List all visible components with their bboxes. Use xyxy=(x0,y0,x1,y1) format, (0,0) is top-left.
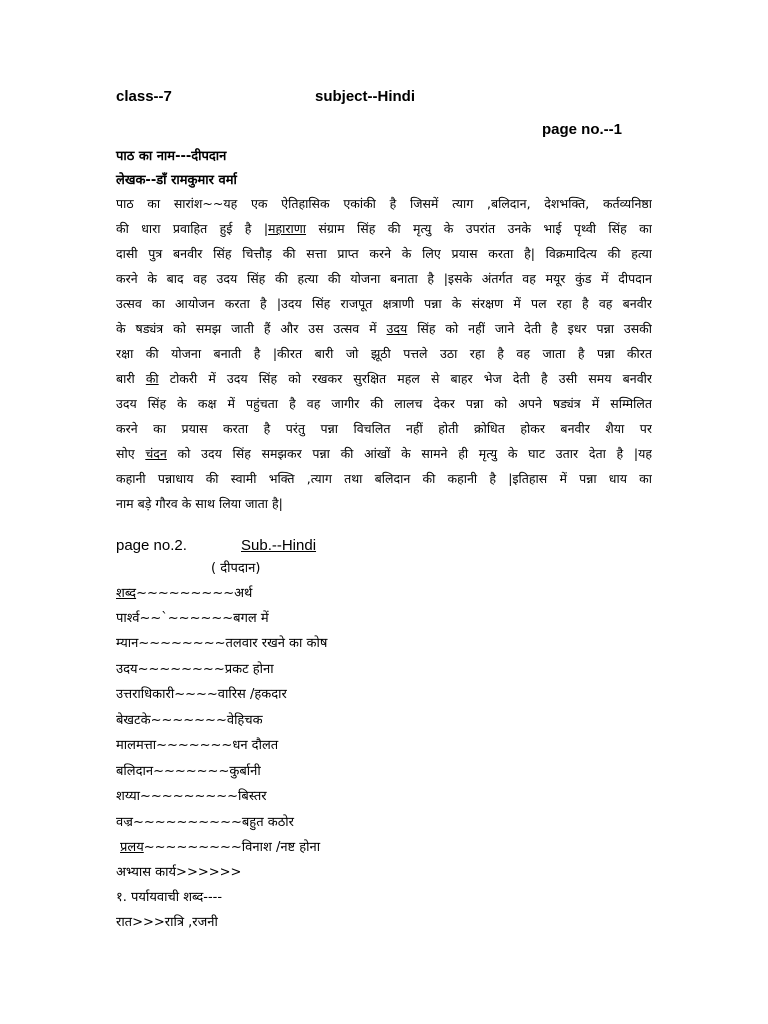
vocab-item: प्रलय~~~~~~~~~विनाश /नष्ट होना xyxy=(120,840,321,855)
class-label: class--7 xyxy=(116,88,172,105)
vocab-item: वज्र~~~~~~~~~~बहुत कठोर xyxy=(116,815,294,830)
vocab-item: उदय~~~~~~~~प्रकट होना xyxy=(116,662,274,677)
vocab-item: बेखटके~~~~~~~वेहिचक xyxy=(116,713,263,728)
summary-line: बारी की टोकरी में उदय सिंह को रखकर सुरक्षित महल से बाहर भेज देती है उसी समय बनवीर xyxy=(116,371,652,386)
vocab-item: म्यान~~~~~~~~तलवार रखने का कोष xyxy=(116,636,328,651)
summary-line: सोए चंदन को उदय सिंह समझकर पन्ना की आंखों के सामने ही मृत्यु के घाट उतार देता है |यह xyxy=(116,446,652,461)
summary-line: उदय सिंह के कक्ष में पहुंचता है वह जागीर की लालच देकर पन्ना को अपने षड्यंत्र में सम्मिलित xyxy=(116,396,652,411)
subject-label: subject--Hindi xyxy=(315,88,415,105)
summary-line: पाठ का सारांश~~यह एक ऐतिहासिक एकांकी है जिसमें त्याग ,बलिदान, देशभक्ति, कर्तव्यनिष्ठा xyxy=(116,196,652,211)
vocab-heading: शब्द~~~~~~~~~अर्थ xyxy=(116,586,253,601)
vocab-item: उत्तराधिकारी~~~~वारिस /हकदार xyxy=(116,687,287,702)
summary-paragraph xyxy=(116,191,652,516)
vocab-item: शय्या~~~~~~~~~बिस्तर xyxy=(116,789,267,804)
summary-line: की धारा प्रवाहित हुई है |महाराणा संग्राम सिंह की मृत्यु के उपरांत उनके भाई पृथ्वी सिंह का xyxy=(116,221,652,236)
summary-line: रक्षा की योजना बनाती है |कीरत बारी जो झूठी पत्तले उठा रहा है वह जाता है पन्ना कीरत xyxy=(116,346,652,361)
vocab-item: पार्श्व~~`~~~~~~बगल में xyxy=(116,611,269,626)
page2-subject-label: Sub.--Hindi xyxy=(241,537,317,554)
exercise-heading: अभ्यास कार्य>>>>>> xyxy=(116,865,242,880)
summary-line: के षड्यंत्र को समझ जाती हैं और उस उत्सव में उदय सिंह को नहीं जाने देती है इधर पन्ना उसकी xyxy=(116,321,652,336)
page-number-label: page no.--1 xyxy=(542,121,623,138)
page2-lesson-label: ( दीपदान) xyxy=(211,561,261,576)
lesson-author: लेखक--डॉं रामकुमार वर्मा xyxy=(116,173,237,188)
exercise-question: १. पर्यायवाची शब्द---- xyxy=(116,890,223,905)
summary-line: करने का प्रयास करता है परंतु पन्ना विचलित नहीं होती क्रोधित होकर बनवीर शैया पर xyxy=(116,421,652,436)
summary-line: दासी पुत्र बनवीर सिंह चित्तौड़ की सत्ता प्राप्त करने के लिए प्रयास करता है| विक्रमादित्य की हत्या xyxy=(116,246,652,261)
summary-line: कहानी पन्नाधाय की स्वामी भक्ति ,त्याग तथा बलिदान की कहानी है |इतिहास में पन्ना धाय का xyxy=(116,471,652,486)
summary-line: उत्सव का आयोजन करता है |उदय सिंह राजपूत क्षत्राणी पन्ना के संरक्षण में पल रहा है वह बनवीर xyxy=(116,296,652,311)
exercise-answer: रात>>>रात्रि ,रजनी xyxy=(116,915,218,930)
lesson-title: पाठ का नाम---दीपदान xyxy=(116,149,227,164)
vocab-item: बलिदान~~~~~~~कुर्बानी xyxy=(116,764,261,779)
summary-line: करने के बाद वह उदय सिंह की हत्या की योजना बनाता है |इसके अंतर्गत वह मयूर कुंड में दीपदान xyxy=(116,271,652,286)
vocab-item: मालमत्ता~~~~~~~धन दौलत xyxy=(116,738,279,753)
page2-number-label: page no.2. xyxy=(116,537,187,554)
summary-line: नाम बड़े गौरव के साथ लिया जाता है| xyxy=(116,496,283,511)
